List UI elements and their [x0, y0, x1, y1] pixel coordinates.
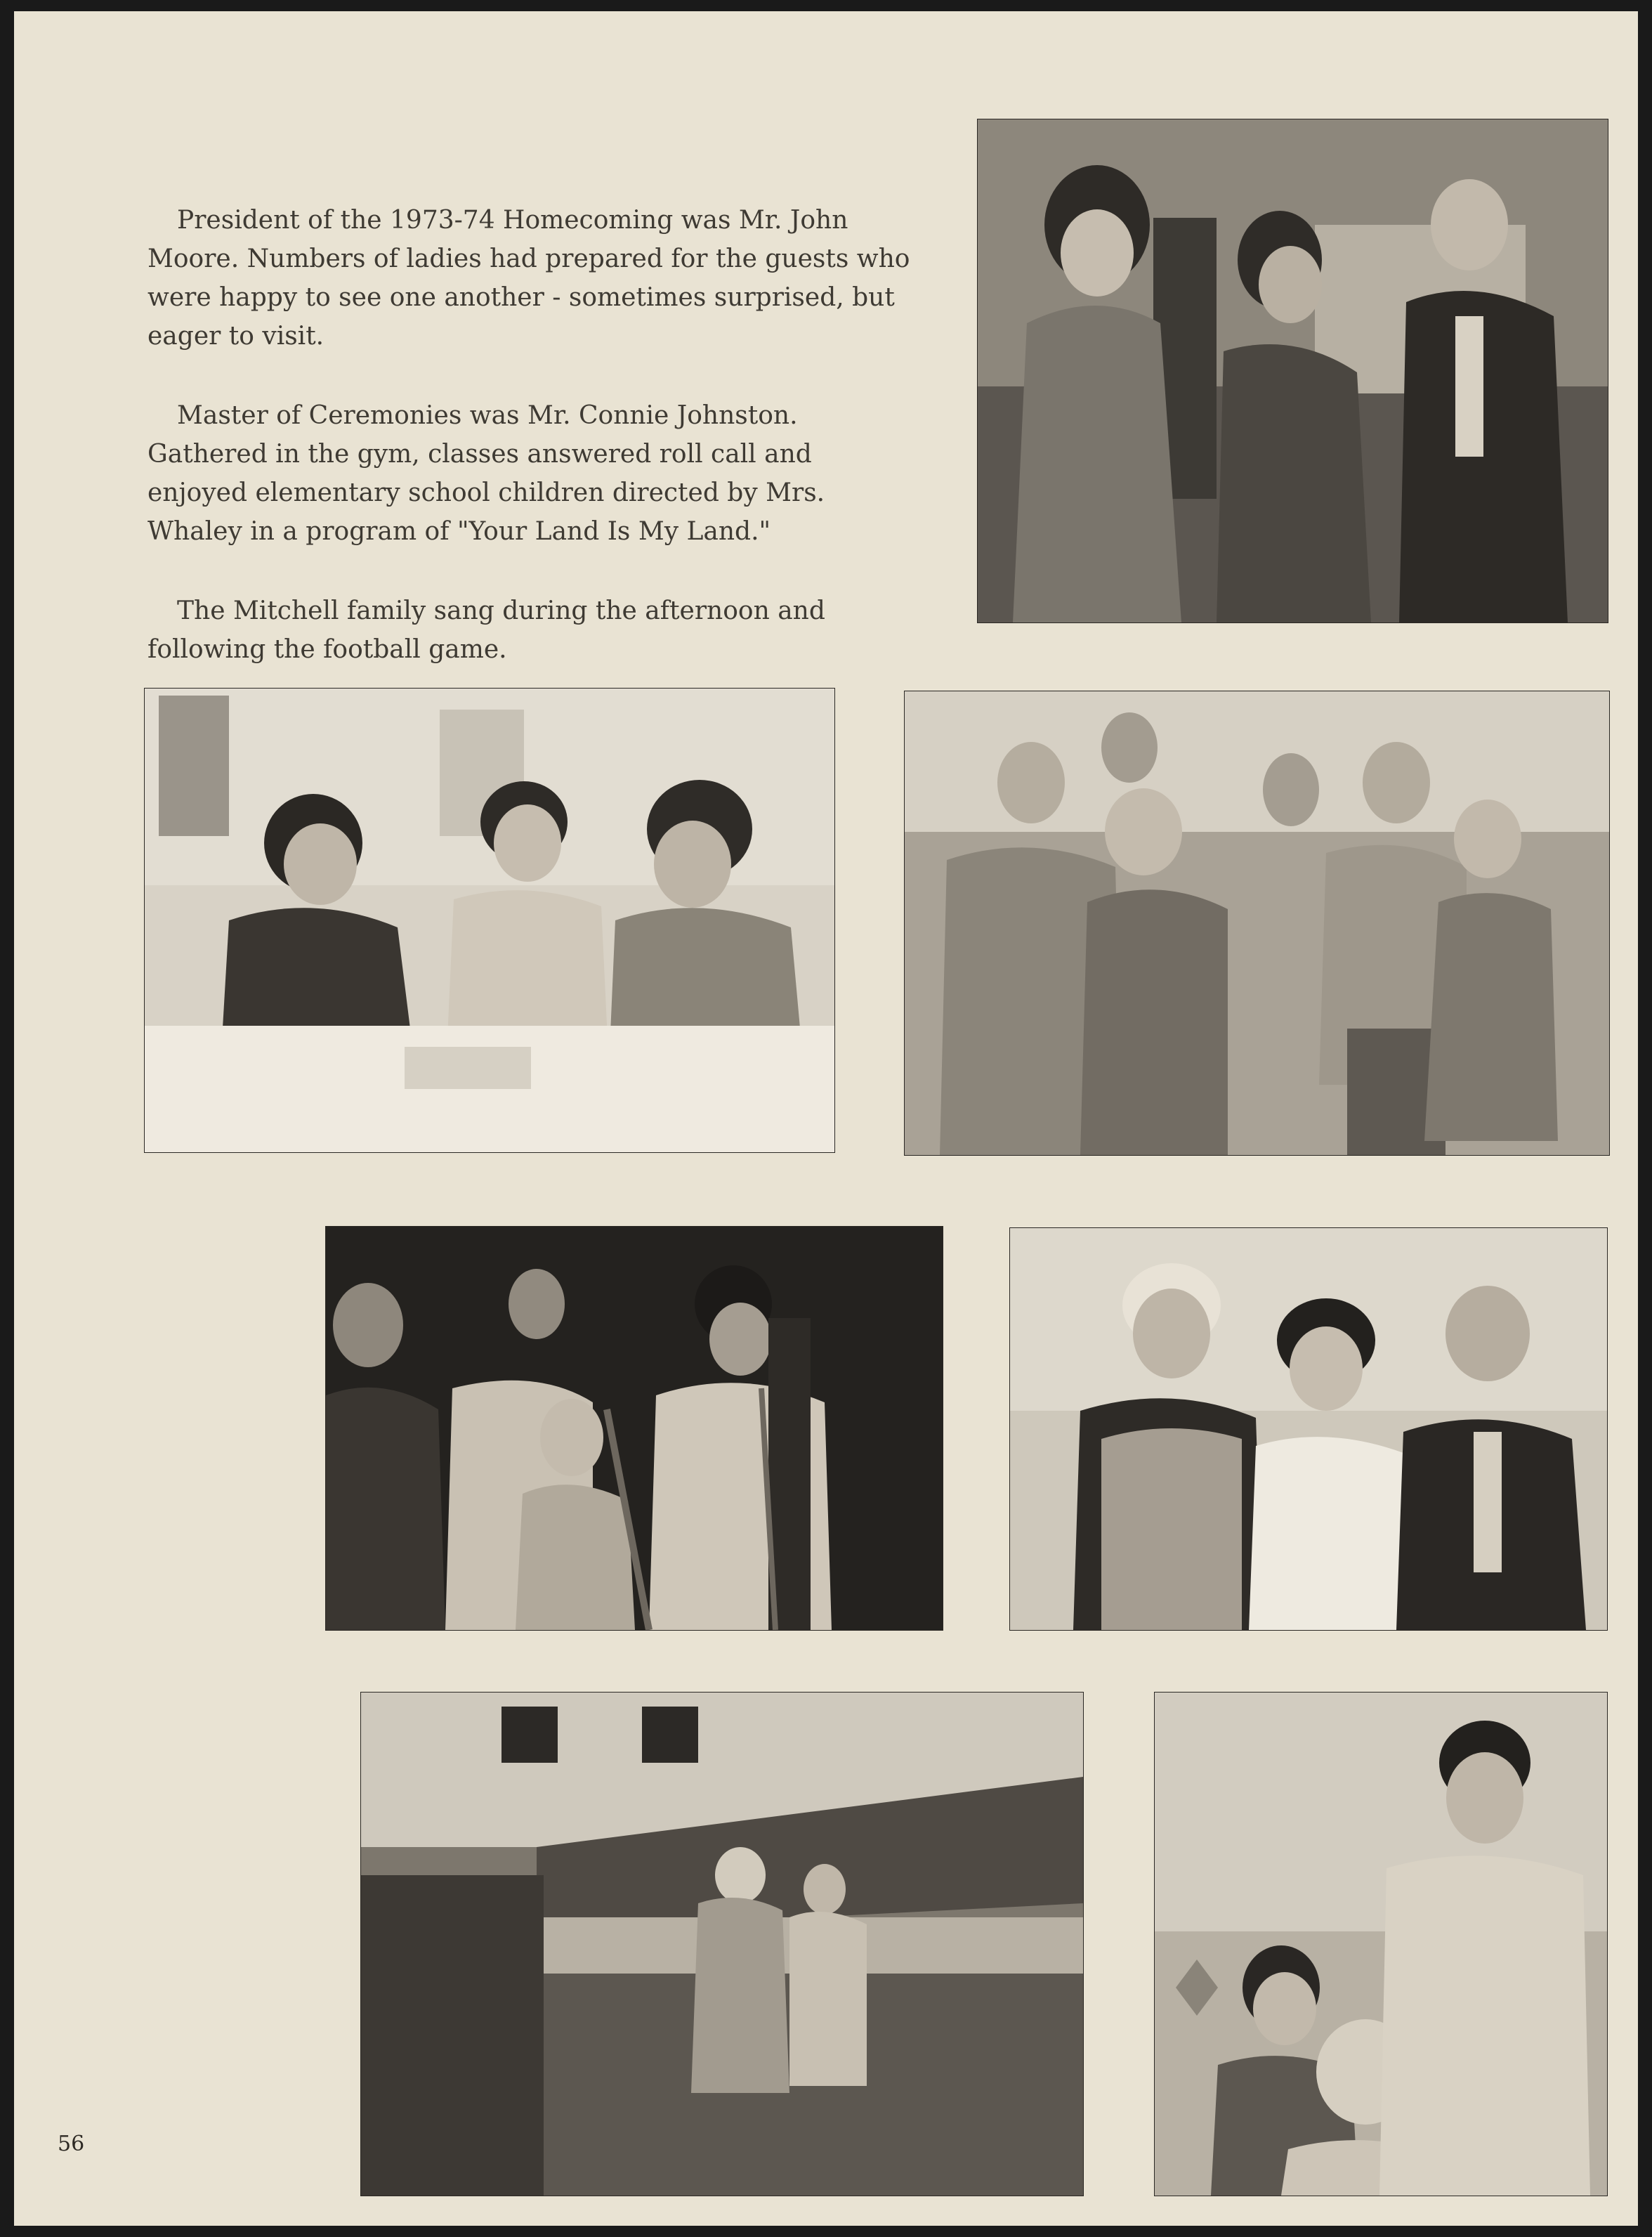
paragraph-mitchell-family: The Mitchell family sang during the afternoon and following the football game. [148, 596, 825, 664]
photo-ribbon-pinning [978, 119, 1608, 622]
photo-trio-portrait [1010, 1228, 1607, 1630]
photo-registration-table [145, 689, 834, 1152]
paragraph-master-of-ceremonies: Master of Ceremonies was Mr. Connie Johnston. Gathered in the gym, classes answered roll call and enjoyed elementary school children directed by Mrs. Whaley in a program of "Your Land Is My Land." [148, 401, 825, 546]
page-number: 56 [58, 2132, 85, 2156]
photo-gym-program [361, 1693, 1083, 2196]
paragraph-homecoming-president: President of the 1973-74 Homecoming was Mr. John Moore. Numbers of ladies had prepared for the guests who were happy to see one another - sometimes surprised, but eager to visit. [148, 206, 910, 351]
yearbook-page [14, 11, 1638, 2226]
photo-mitchell-family-singers [326, 1227, 943, 1630]
photo-three-generations [1155, 1693, 1607, 2196]
photo-group-corsage [905, 691, 1609, 1155]
article-text [148, 201, 913, 710]
